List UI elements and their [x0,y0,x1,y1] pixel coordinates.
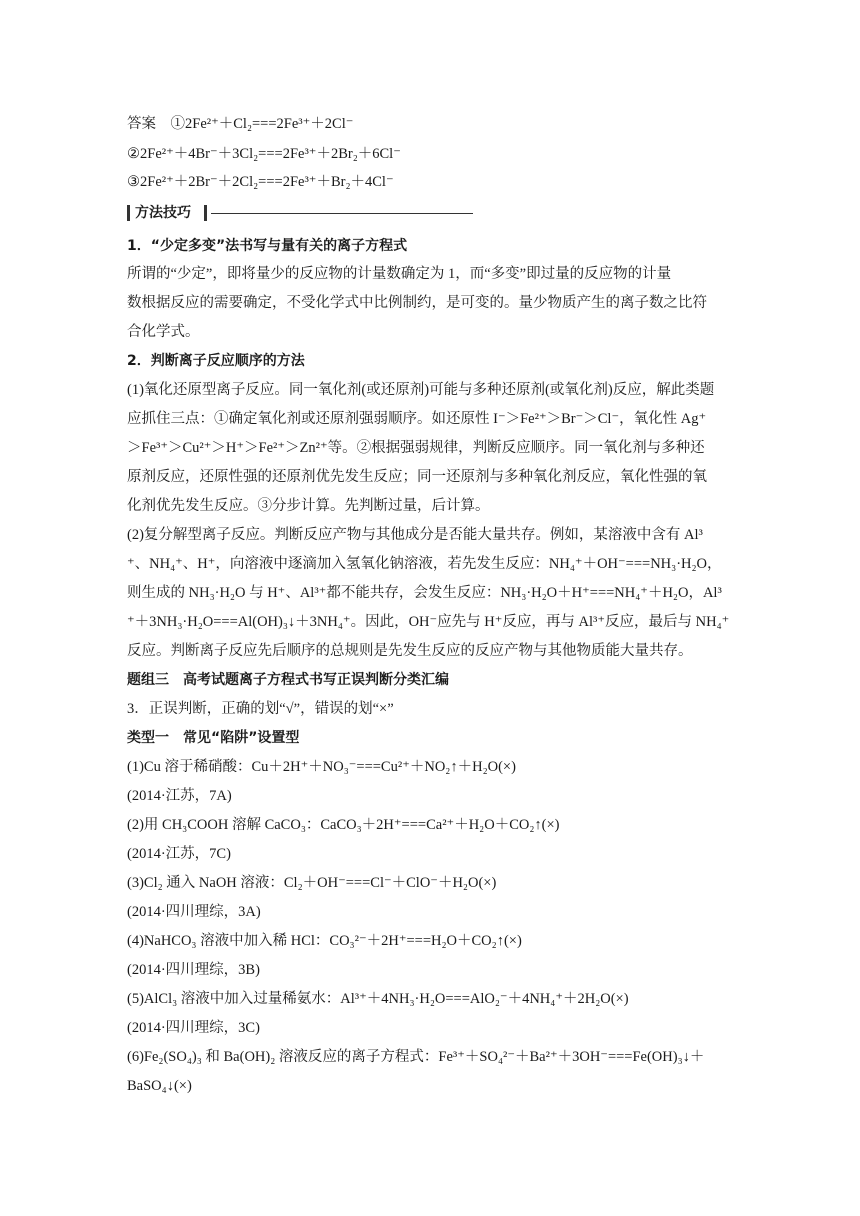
tip-2-p2-line-4: ⁺＋3NH₃·H₂O===Al(OH)₃↓＋3NH₄⁺。因此，OH⁻应先与 H⁺反应，再与 Al³⁺反应，最后与 NH₄⁺ [127,614,730,630]
group-3-title: 题组三 高考试题离子方程式书写正误判断分类汇编 [127,672,449,688]
tip-2-p1-line-1: (1)氧化还原型离子反应。同一氧化剂(或还原剂)可能与多种还原剂(或氧化剂)反应，解此类题 [127,382,715,398]
section-title: 方法技巧 [135,205,191,221]
tip-1-line-1: 所谓的“少定”，即将量少的反应物的计量数确定为 1，而“多变”即过量的反应物的计量 [127,266,672,282]
answer-line-3: ③2Fe²⁺＋2Br⁻＋2Cl₂===2Fe³⁺＋Br₂＋4Cl⁻ [127,174,394,190]
item-source: (2014·四川理综，3C) [127,1020,260,1036]
section-bar-right [204,205,207,221]
tip-2-p1-line-5: 化剂优先发生反应。③分步计算。先判断过量，后计算。 [127,498,490,514]
answer-line-2: ②2Fe²⁺＋4Br⁻＋3Cl₂===2Fe³⁺＋2Br₂＋6Cl⁻ [127,146,401,162]
item-line: (5)AlCl₃ 溶液中加入过量稀氨水：Al³⁺＋4NH₃·H₂O===AlO₂⁻＋4NH₄⁺＋2H₂O(×) [127,991,629,1007]
item-line: (6)Fe₂(SO₄)₃ 和 Ba(OH)₂ 溶液反应的离子方程式：Fe³⁺＋SO₄²⁻＋Ba²⁺＋3OH⁻===Fe(OH)₃↓＋ [127,1049,705,1065]
tip-1-title: 1．“少定多变”法书写与量有关的离子方程式 [127,238,408,254]
section-bar-left [127,205,130,221]
item-source: (2014·四川理综，3A) [127,904,261,920]
item-line-continued: BaSO₄↓(×) [127,1078,192,1094]
tip-2-p1-line-2: 应抓住三点：①确定氧化剂或还原剂强弱顺序。如还原性 I⁻＞Fe²⁺＞Br⁻＞Cl⁻，氧化性 Ag⁺ [127,411,707,427]
tip-2-p2-line-1: (2)复分解型离子反应。判断反应产物与其他成分是否能大量共存。例如，某溶液中含有 Al³ [127,527,703,543]
tip-2-p2-line-5: 反应。判断离子反应先后顺序的总规则是先发生反应的反应产物与其他物质能大量共存。 [127,643,693,659]
item-line: (1)Cu 溶于稀硝酸：Cu＋2H⁺＋NO₃⁻===Cu²⁺＋NO₂↑＋H₂O(×) [127,759,516,775]
item-line: (4)NaHCO₃ 溶液中加入稀 HCl：CO₃²⁻＋2H⁺===H₂O＋CO₂↑(×) [127,933,522,949]
tip-1-line-3: 合化学式。 [127,324,200,340]
question-3: 3．正误判断，正确的划“√”，错误的划“×” [127,701,394,717]
item-source: (2014·江苏，7A) [127,788,232,804]
tip-2-p1-line-4: 原剂反应，还原性强的还原剂优先发生反应；同一还原剂与多种氧化剂反应，氧化性强的氧 [127,469,707,485]
item-line: (3)Cl₂ 通入 NaOH 溶液：Cl₂＋OH⁻===Cl⁻＋ClO⁻＋H₂O(×) [127,875,497,891]
item-line: (2)用 CH₃COOH 溶解 CaCO₃：CaCO₃＋2H⁺===Ca²⁺＋H₂O＋CO₂↑(×) [127,817,560,833]
type-1-title: 类型一 常见“陷阱”设置型 [127,730,300,746]
item-source: (2014·江苏，7C) [127,846,231,862]
tip-2-p2-line-3: 则生成的 NH₃·H₂O 与 H⁺、Al³⁺都不能共存，会发生反应：NH₃·H₂O＋H⁺===NH₄⁺＋H₂O，Al³ [127,585,722,601]
tip-2-p1-line-3: ＞Fe³⁺＞Cu²⁺＞H⁺＞Fe²⁺＞Zn²⁺等。②根据强弱规律，判断反应顺序。同一氧化剂与多种还 [127,440,705,456]
section-rule [211,213,473,214]
tip-2-p2-line-2: ⁺、NH₄⁺、H⁺，向溶液中逐滴加入氢氧化钠溶液，若先发生反应：NH₄⁺＋OH⁻===NH₃·H₂O， [127,556,722,572]
item-source: (2014·四川理综，3B) [127,962,260,978]
tip-1-line-2: 数根据反应的需要确定，不受化学式中比例制约，是可变的。量少物质产生的离子数之比符 [127,295,707,311]
tip-2-title: 2．判断离子反应顺序的方法 [127,353,305,369]
section-header-methods [127,202,477,224]
answer-line-1: 答案 ①2Fe²⁺＋Cl₂===2Fe³⁺＋2Cl⁻ [127,116,354,132]
